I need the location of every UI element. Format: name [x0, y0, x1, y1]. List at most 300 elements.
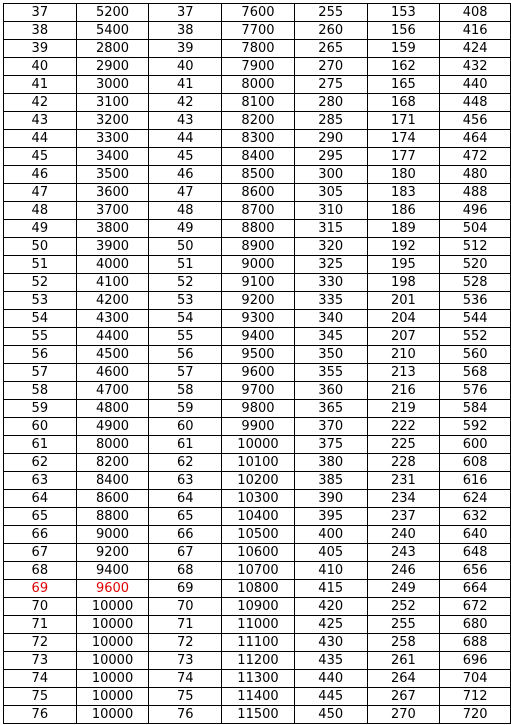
table-cell: 5400 — [76, 22, 149, 40]
table-cell: 195 — [367, 256, 440, 274]
table-cell: 7900 — [222, 58, 295, 76]
table-cell: 10200 — [222, 472, 295, 490]
table-row — [4, 598, 511, 616]
table-cell: 410 — [294, 562, 367, 580]
table-cell: 72 — [4, 634, 77, 652]
table-cell: 8200 — [76, 454, 149, 472]
table-cell: 192 — [367, 238, 440, 256]
table-cell: 405 — [294, 544, 367, 562]
table-cell: 688 — [440, 634, 511, 652]
table-cell: 68 — [4, 562, 77, 580]
table-cell: 201 — [367, 292, 440, 310]
table-cell: 512 — [440, 238, 511, 256]
table-row — [4, 652, 511, 670]
table-cell: 40 — [149, 58, 222, 76]
table-cell: 159 — [367, 40, 440, 58]
table-cell: 162 — [367, 58, 440, 76]
table-cell: 712 — [440, 688, 511, 706]
table-cell: 365 — [294, 400, 367, 418]
table-cell: 416 — [440, 22, 511, 40]
table-cell: 240 — [367, 526, 440, 544]
table-cell: 43 — [4, 112, 77, 130]
table-cell: 345 — [294, 328, 367, 346]
table-cell: 39 — [149, 40, 222, 58]
table-cell: 67 — [149, 544, 222, 562]
table-cell: 600 — [440, 436, 511, 454]
table-cell: 10900 — [222, 598, 295, 616]
table-cell: 280 — [294, 94, 367, 112]
table-row — [4, 616, 511, 634]
table-cell: 9400 — [76, 562, 149, 580]
table-cell: 64 — [4, 490, 77, 508]
table-cell: 664 — [440, 580, 511, 598]
table-cell: 8000 — [222, 76, 295, 94]
table-cell: 7800 — [222, 40, 295, 58]
table-cell: 2800 — [76, 40, 149, 58]
table-cell: 76 — [4, 706, 77, 724]
table-cell: 3800 — [76, 220, 149, 238]
table-cell: 496 — [440, 202, 511, 220]
table-cell: 592 — [440, 418, 511, 436]
table-row — [4, 220, 511, 238]
table-cell: 189 — [367, 220, 440, 238]
table-row — [4, 418, 511, 436]
table-cell: 430 — [294, 634, 367, 652]
table-row — [4, 76, 511, 94]
table-cell: 44 — [4, 130, 77, 148]
table-cell: 472 — [440, 148, 511, 166]
table-cell: 445 — [294, 688, 367, 706]
table-cell: 3900 — [76, 238, 149, 256]
table-cell: 171 — [367, 112, 440, 130]
table-cell: 315 — [294, 220, 367, 238]
table-cell: 9100 — [222, 274, 295, 292]
table-cell: 285 — [294, 112, 367, 130]
table-row — [4, 22, 511, 40]
table-cell: 10700 — [222, 562, 295, 580]
table-row — [4, 526, 511, 544]
table-cell: 246 — [367, 562, 440, 580]
table-row — [4, 400, 511, 418]
table-cell: 8800 — [222, 220, 295, 238]
table-cell: 3200 — [76, 112, 149, 130]
table-cell: 10300 — [222, 490, 295, 508]
table-cell: 584 — [440, 400, 511, 418]
table-cell: 59 — [4, 400, 77, 418]
table-cell: 210 — [367, 346, 440, 364]
table-cell: 7600 — [222, 4, 295, 22]
table-row — [4, 310, 511, 328]
table-cell: 435 — [294, 652, 367, 670]
table-cell: 38 — [149, 22, 222, 40]
table-row — [4, 346, 511, 364]
table-cell: 8500 — [222, 166, 295, 184]
table-cell: 231 — [367, 472, 440, 490]
table-cell: 8100 — [222, 94, 295, 112]
table-cell: 448 — [440, 94, 511, 112]
table-cell: 56 — [149, 346, 222, 364]
table-cell: 305 — [294, 184, 367, 202]
table-cell: 68 — [149, 562, 222, 580]
table-cell: 255 — [294, 4, 367, 22]
table-cell: 3500 — [76, 166, 149, 184]
table-cell: 425 — [294, 616, 367, 634]
table-cell: 10000 — [76, 634, 149, 652]
table-row — [4, 292, 511, 310]
table-cell: 4900 — [76, 418, 149, 436]
table-cell: 720 — [440, 706, 511, 724]
table-cell: 52 — [149, 274, 222, 292]
table-row — [4, 706, 511, 724]
table-cell: 55 — [4, 328, 77, 346]
table-cell: 177 — [367, 148, 440, 166]
table-cell: 261 — [367, 652, 440, 670]
table-cell: 4400 — [76, 328, 149, 346]
table-cell: 536 — [440, 292, 511, 310]
table-cell: 39 — [4, 40, 77, 58]
table-cell: 165 — [367, 76, 440, 94]
table-cell: 3600 — [76, 184, 149, 202]
table-cell: 42 — [4, 94, 77, 112]
table-cell: 424 — [440, 40, 511, 58]
table-cell: 560 — [440, 346, 511, 364]
table-cell: 270 — [367, 706, 440, 724]
table-cell: 43 — [149, 112, 222, 130]
table-cell: 408 — [440, 4, 511, 22]
table-cell: 71 — [4, 616, 77, 634]
table-cell: 53 — [4, 292, 77, 310]
table-cell: 45 — [149, 148, 222, 166]
table-cell: 11100 — [222, 634, 295, 652]
table-cell: 51 — [149, 256, 222, 274]
table-row — [4, 490, 511, 508]
table-cell: 10000 — [76, 598, 149, 616]
data-table — [3, 3, 511, 724]
table-cell: 45 — [4, 148, 77, 166]
table-cell: 11000 — [222, 616, 295, 634]
table-cell: 275 — [294, 76, 367, 94]
table-cell: 50 — [149, 238, 222, 256]
table-cell: 10800 — [222, 580, 295, 598]
table-cell: 616 — [440, 472, 511, 490]
table-cell: 696 — [440, 652, 511, 670]
table-cell: 9500 — [222, 346, 295, 364]
table-cell: 415 — [294, 580, 367, 598]
table-cell: 4300 — [76, 310, 149, 328]
table-row — [4, 562, 511, 580]
table-cell: 58 — [4, 382, 77, 400]
table-cell: 50 — [4, 238, 77, 256]
table-row — [4, 634, 511, 652]
table-cell: 432 — [440, 58, 511, 76]
table-cell: 11200 — [222, 652, 295, 670]
table-cell: 320 — [294, 238, 367, 256]
table-cell: 10000 — [76, 688, 149, 706]
table-row — [4, 58, 511, 76]
table-cell: 648 — [440, 544, 511, 562]
table-cell: 9200 — [76, 544, 149, 562]
table-cell: 8600 — [76, 490, 149, 508]
table-cell: 44 — [149, 130, 222, 148]
table-cell: 3000 — [76, 76, 149, 94]
table-cell: 225 — [367, 436, 440, 454]
table-cell: 234 — [367, 490, 440, 508]
table-row — [4, 670, 511, 688]
table-cell: 456 — [440, 112, 511, 130]
table-cell: 10000 — [76, 706, 149, 724]
table-cell: 183 — [367, 184, 440, 202]
table-cell: 204 — [367, 310, 440, 328]
table-cell: 228 — [367, 454, 440, 472]
table-cell: 10400 — [222, 508, 295, 526]
table-cell: 46 — [4, 166, 77, 184]
table-cell: 656 — [440, 562, 511, 580]
table-cell: 57 — [149, 364, 222, 382]
table-cell: 174 — [367, 130, 440, 148]
table-cell: 552 — [440, 328, 511, 346]
table-cell: 69 — [149, 580, 222, 598]
table-row — [4, 274, 511, 292]
table-cell: 216 — [367, 382, 440, 400]
table-cell: 56 — [4, 346, 77, 364]
table-cell: 59 — [149, 400, 222, 418]
table-cell: 528 — [440, 274, 511, 292]
table-cell: 265 — [294, 40, 367, 58]
table-cell: 65 — [149, 508, 222, 526]
table-cell: 270 — [294, 58, 367, 76]
table-cell: 258 — [367, 634, 440, 652]
table-cell: 260 — [294, 22, 367, 40]
table-cell: 672 — [440, 598, 511, 616]
table-body — [4, 4, 511, 724]
table-cell: 420 — [294, 598, 367, 616]
table-cell: 70 — [149, 598, 222, 616]
table-row — [4, 112, 511, 130]
table-cell: 300 — [294, 166, 367, 184]
table-cell: 400 — [294, 526, 367, 544]
table-cell: 207 — [367, 328, 440, 346]
table-row — [4, 454, 511, 472]
table-cell: 380 — [294, 454, 367, 472]
table-cell: 264 — [367, 670, 440, 688]
table-cell: 73 — [4, 652, 77, 670]
table-cell: 520 — [440, 256, 511, 274]
table-cell: 10000 — [76, 616, 149, 634]
table-cell: 10600 — [222, 544, 295, 562]
table-cell: 5200 — [76, 4, 149, 22]
table-cell: 3100 — [76, 94, 149, 112]
table-cell: 38 — [4, 22, 77, 40]
table-cell: 57 — [4, 364, 77, 382]
table-cell: 3300 — [76, 130, 149, 148]
table-cell: 632 — [440, 508, 511, 526]
table-cell: 153 — [367, 4, 440, 22]
table-cell: 55 — [149, 328, 222, 346]
table-cell: 10500 — [222, 526, 295, 544]
table-cell: 4800 — [76, 400, 149, 418]
table-cell: 62 — [4, 454, 77, 472]
table-cell: 41 — [149, 76, 222, 94]
table-cell: 66 — [4, 526, 77, 544]
table-cell: 168 — [367, 94, 440, 112]
table-cell: 249 — [367, 580, 440, 598]
table-cell: 290 — [294, 130, 367, 148]
table-cell: 340 — [294, 310, 367, 328]
table-cell: 350 — [294, 346, 367, 364]
table-cell: 624 — [440, 490, 511, 508]
table-cell: 60 — [149, 418, 222, 436]
table-cell: 488 — [440, 184, 511, 202]
table-row — [4, 94, 511, 112]
table-cell: 64 — [149, 490, 222, 508]
table-cell: 9900 — [222, 418, 295, 436]
table-row — [4, 202, 511, 220]
table-cell: 198 — [367, 274, 440, 292]
table-cell: 480 — [440, 166, 511, 184]
table-cell: 360 — [294, 382, 367, 400]
table-cell: 76 — [149, 706, 222, 724]
table-row — [4, 688, 511, 706]
table-cell: 48 — [4, 202, 77, 220]
table-cell: 252 — [367, 598, 440, 616]
table-cell: 4100 — [76, 274, 149, 292]
table-cell: 310 — [294, 202, 367, 220]
table-row — [4, 40, 511, 58]
table-cell: 7700 — [222, 22, 295, 40]
table-cell: 54 — [4, 310, 77, 328]
table-cell: 4000 — [76, 256, 149, 274]
table-cell: 390 — [294, 490, 367, 508]
table-cell: 60 — [4, 418, 77, 436]
table-row — [4, 166, 511, 184]
table-cell: 10000 — [76, 670, 149, 688]
table-cell: 9400 — [222, 328, 295, 346]
table-cell: 255 — [367, 616, 440, 634]
table-cell: 608 — [440, 454, 511, 472]
table-cell: 9600 — [222, 364, 295, 382]
table-cell: 9000 — [76, 526, 149, 544]
table-cell: 70 — [4, 598, 77, 616]
table-cell: 568 — [440, 364, 511, 382]
table-cell: 8800 — [76, 508, 149, 526]
table-cell: 219 — [367, 400, 440, 418]
table-row — [4, 436, 511, 454]
table-cell: 213 — [367, 364, 440, 382]
table-cell: 66 — [149, 526, 222, 544]
table-cell: 186 — [367, 202, 440, 220]
table-cell: 156 — [367, 22, 440, 40]
table-cell: 237 — [367, 508, 440, 526]
table-row — [4, 580, 511, 598]
table-cell: 54 — [149, 310, 222, 328]
table-cell: 325 — [294, 256, 367, 274]
table-cell: 370 — [294, 418, 367, 436]
table-cell: 58 — [149, 382, 222, 400]
table-cell: 355 — [294, 364, 367, 382]
table-cell: 75 — [4, 688, 77, 706]
table-cell: 53 — [149, 292, 222, 310]
table-cell: 47 — [4, 184, 77, 202]
table-cell: 3400 — [76, 148, 149, 166]
table-cell: 37 — [4, 4, 77, 22]
table-row — [4, 382, 511, 400]
table-cell: 9700 — [222, 382, 295, 400]
table-cell: 73 — [149, 652, 222, 670]
table-cell: 72 — [149, 634, 222, 652]
table-row — [4, 130, 511, 148]
table-cell: 680 — [440, 616, 511, 634]
table-cell: 2900 — [76, 58, 149, 76]
table-row — [4, 364, 511, 382]
table-cell: 67 — [4, 544, 77, 562]
table-row — [4, 238, 511, 256]
table-cell: 335 — [294, 292, 367, 310]
table-cell: 8300 — [222, 130, 295, 148]
table-cell: 330 — [294, 274, 367, 292]
table-cell: 49 — [4, 220, 77, 238]
table-cell: 544 — [440, 310, 511, 328]
table-cell: 9000 — [222, 256, 295, 274]
table-cell: 10100 — [222, 454, 295, 472]
table-cell: 8900 — [222, 238, 295, 256]
table-cell: 8700 — [222, 202, 295, 220]
table-cell: 576 — [440, 382, 511, 400]
table-cell: 9300 — [222, 310, 295, 328]
table-cell: 180 — [367, 166, 440, 184]
table-cell: 62 — [149, 454, 222, 472]
table-cell: 61 — [149, 436, 222, 454]
table-cell: 74 — [4, 670, 77, 688]
table-cell: 4200 — [76, 292, 149, 310]
table-cell: 222 — [367, 418, 440, 436]
table-row — [4, 148, 511, 166]
table-cell: 52 — [4, 274, 77, 292]
table-cell: 9800 — [222, 400, 295, 418]
table-cell: 11300 — [222, 670, 295, 688]
table-cell: 65 — [4, 508, 77, 526]
table-cell: 10000 — [76, 652, 149, 670]
table-cell: 375 — [294, 436, 367, 454]
table-cell: 9200 — [222, 292, 295, 310]
table-cell: 63 — [4, 472, 77, 490]
table-cell: 704 — [440, 670, 511, 688]
table-cell: 504 — [440, 220, 511, 238]
table-cell: 40 — [4, 58, 77, 76]
table-cell: 69 — [4, 580, 77, 598]
table-cell: 8000 — [76, 436, 149, 454]
table-cell: 640 — [440, 526, 511, 544]
table-cell: 75 — [149, 688, 222, 706]
table-cell: 47 — [149, 184, 222, 202]
table-cell: 8600 — [222, 184, 295, 202]
table-cell: 8200 — [222, 112, 295, 130]
table-cell: 440 — [294, 670, 367, 688]
table-cell: 295 — [294, 148, 367, 166]
table-cell: 8400 — [222, 148, 295, 166]
table-cell: 440 — [440, 76, 511, 94]
table-cell: 11400 — [222, 688, 295, 706]
table-cell: 4500 — [76, 346, 149, 364]
table-cell: 46 — [149, 166, 222, 184]
table-cell: 3700 — [76, 202, 149, 220]
table-cell: 63 — [149, 472, 222, 490]
table-cell: 51 — [4, 256, 77, 274]
table-cell: 385 — [294, 472, 367, 490]
table-cell: 37 — [149, 4, 222, 22]
table-cell: 243 — [367, 544, 440, 562]
table-row — [4, 508, 511, 526]
table-row — [4, 184, 511, 202]
